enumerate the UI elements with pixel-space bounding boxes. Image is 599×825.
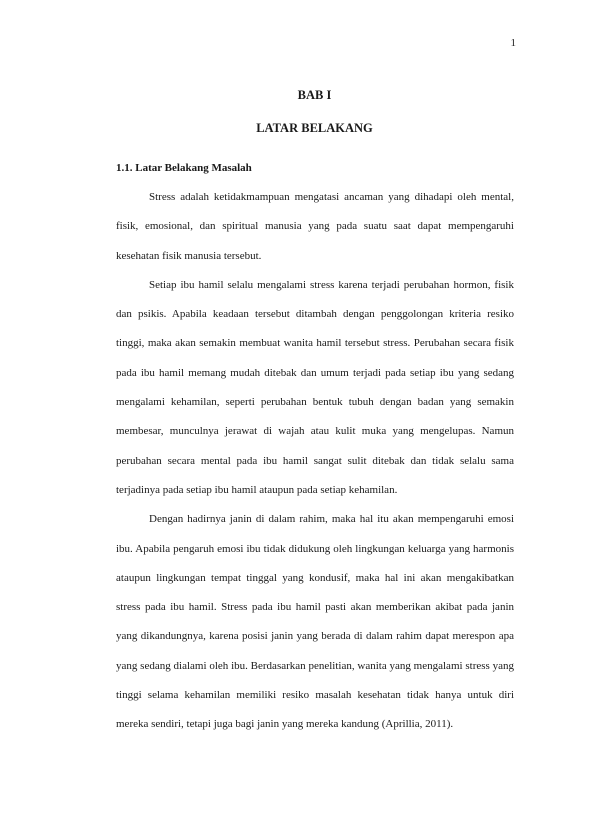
chapter-number: BAB I — [297, 88, 332, 102]
paragraph: Setiap ibu hamil selalu mengalami stress karena terjadi perubahan hormon, fisik dan psikis. Apabila keadaan tersebut ditambah dengan penggolongan kriteria resiko tinggi, maka akan semakin membuat wanita hamil tersebut stress. Perubahan secara fisik pada ibu hamil memang mudah ditebak dan umum terjadi pada setiap ibu yang sedang mengalami kehamilan, seperti perubahan bentuk tubuh dengan badan yang semakin membesar, munculnya jerawat di wajah atau kulit muka yang mengelupas. Namun perubahan secara mental pada ibu hamil sangat sulit ditebak dan tidak selalu sama terjadinya pada setiap ibu hamil ataupun pada setiap kehamilan. — [116, 278, 514, 496]
section-heading: 1.1. Latar Belakang Masalah — [116, 162, 252, 174]
section-body — [116, 183, 514, 740]
paragraph: Dengan hadirnya janin di dalam rahim, maka hal itu akan mempengaruhi emosi ibu. Apabila pengaruh emosi ibu tidak didukung oleh lingkungan keluarga yang harmonis ataupun lingkungan tempat tinggal yang kondusif, maka hal ini akan mengakibatkan stress pada ibu hamil. Stress pada ibu hamil pasti akan memberikan akibat pada janin yang dikandungnya, karena posisi janin yang berada di dalam rahim dapat merespon apa yang sedang dialami oleh ibu. Berdasarkan penelitian, wanita yang mengalami stress yang tinggi selama kehamilan memiliki resiko masalah kesehatan tidak hanya untuk diri mereka sendiri, tetapi juga bagi janin yang mereka kandung (Aprillia, 2011). — [116, 513, 514, 731]
chapter-title: LATAR BELAKANG — [256, 121, 373, 135]
paragraph: Stress adalah ketidakmampuan mengatasi ancaman yang dihadapi oleh mental, fisik, emosional, dan spiritual manusia yang pada suatu saat dapat mempengaruhi kesehatan fisik manusia tersebut. — [116, 191, 514, 262]
page-number: 1 — [510, 37, 516, 49]
